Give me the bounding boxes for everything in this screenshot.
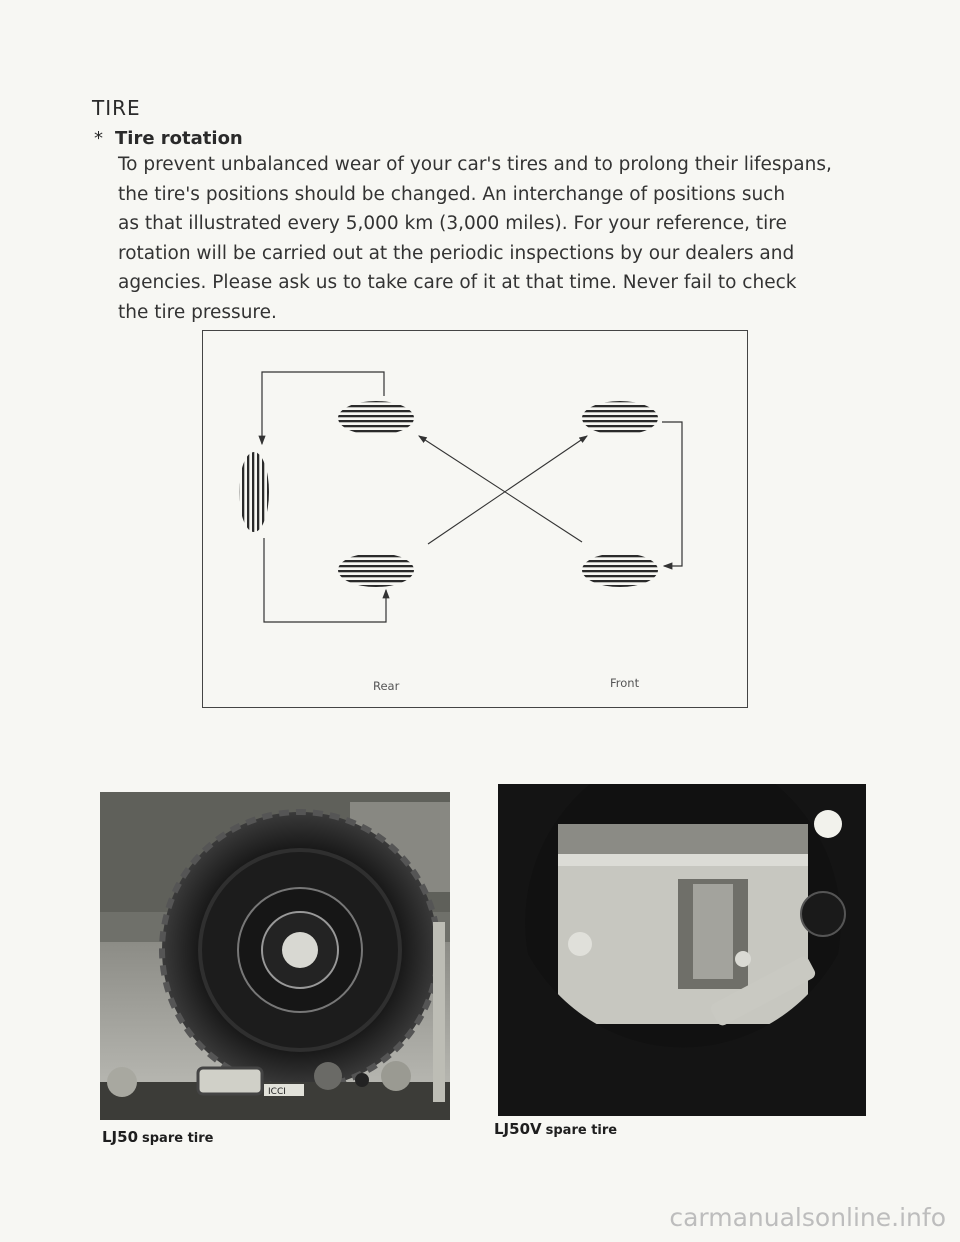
watermark: carmanualsonline.info xyxy=(669,1203,946,1232)
body-paragraph xyxy=(118,150,863,327)
subheading-text: Tire rotation xyxy=(115,128,243,149)
body-line: To prevent unbalanced wear of your car's tires and to prolong their lifespans, xyxy=(118,154,832,175)
license-plate-text: ICCI xyxy=(268,1087,286,1097)
bullet-marker: * xyxy=(94,128,103,149)
tire-rear-right xyxy=(338,553,414,587)
section-heading: TIRE xyxy=(92,96,141,120)
arrow-rear-right-to-front-left xyxy=(428,436,587,544)
arrow-front-right-to-rear-left xyxy=(419,436,582,542)
caption-text: spare tire xyxy=(545,1123,618,1138)
caption-model: LJ50V xyxy=(494,1120,542,1138)
lj50-spare-tire-photo xyxy=(100,792,450,1120)
body-line: as that illustrated every 5,000 km (3,000 miles). For your reference, tire xyxy=(118,213,787,234)
caption-model: LJ50 xyxy=(102,1128,139,1146)
body-line: rotation will be carried out at the periodic inspections by our dealers and xyxy=(118,242,795,264)
caption-text: spare tire xyxy=(142,1131,214,1146)
caption-lj50v xyxy=(494,1120,617,1138)
arrow-front-left-to-front-right xyxy=(662,422,682,566)
tire-rear-left xyxy=(338,401,414,435)
subheading xyxy=(94,128,243,149)
caption-lj50 xyxy=(102,1128,213,1146)
lj50v-spare-tire-photo xyxy=(498,784,866,1116)
rear-label: Rear xyxy=(373,679,400,693)
tire-spare xyxy=(239,452,269,532)
body-line: agencies. Please ask us to take care of it at that time. Never fail to check xyxy=(118,272,797,293)
front-label: Front xyxy=(610,676,640,690)
body-line: the tire pressure. xyxy=(118,301,277,323)
rotation-diagram xyxy=(202,330,748,708)
tire-front-left xyxy=(582,401,658,435)
tire-front-right xyxy=(582,553,658,587)
body-line: the tire's positions should be changed. An interchange of positions such xyxy=(118,183,786,205)
